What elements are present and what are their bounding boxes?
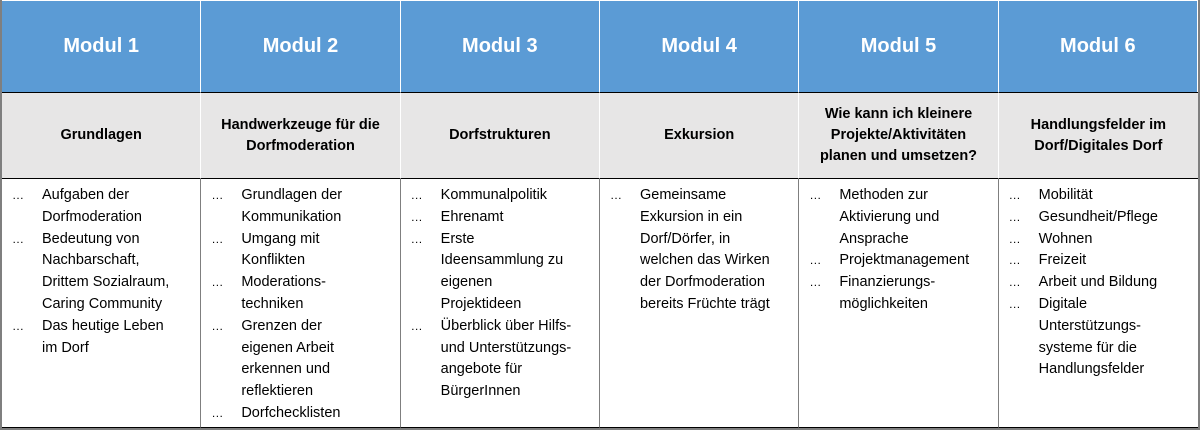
content-list (809, 185, 989, 316)
module-topic-text (449, 125, 551, 146)
list-item (1009, 272, 1190, 294)
content-list (1009, 185, 1190, 381)
list-item-line: Dorf/Dörfer, in (639, 230, 731, 247)
list-item-line: und Unterstützungs- (440, 339, 572, 356)
topic-line: Wie kann ich kleinere (824, 106, 973, 122)
topic-line: Exkursion (664, 127, 735, 143)
list-item-line: Das heutige Leben (42, 317, 164, 334)
list-item-line: eigenen Arbeit (241, 339, 335, 356)
list-item-line: eigenen (440, 274, 493, 291)
list-item (809, 185, 989, 250)
ellipsis-bullet-icon: … (410, 188, 422, 202)
module-header: Modul 1 (2, 0, 201, 92)
list-item-line: Mobilität (1038, 187, 1093, 203)
ellipsis-bullet-icon: … (1008, 275, 1020, 290)
list-item-line: Dorfchecklisten (241, 404, 341, 421)
ellipsis-bullet-icon: … (12, 231, 23, 246)
list-item (610, 185, 790, 316)
list-item-line: Methoden zur (839, 187, 928, 203)
module-topic (2, 92, 201, 179)
list-item-line: Handlungsfelder (1038, 361, 1145, 378)
list-item-line: Ehrenamt (440, 208, 504, 225)
module-grid (2, 0, 1198, 428)
list-item (411, 316, 591, 403)
list-item-line: der Dorfmoderation (639, 274, 765, 291)
topic-line: Handwerkzeuge für die (221, 116, 380, 133)
list-item-line: Kommunalpolitik (440, 187, 548, 203)
list-item-line: Exkursion in ein (639, 208, 743, 225)
list-item-line: Gesundheit/Pflege (1038, 208, 1158, 225)
list-item (411, 207, 591, 229)
list-item (211, 272, 391, 316)
module-content (600, 179, 799, 428)
list-item-line: im Dorf (42, 339, 89, 356)
ellipsis-bullet-icon: … (1008, 231, 1020, 246)
list-item (411, 185, 591, 207)
module-topic (201, 92, 400, 179)
list-item-line: Grundlagen der (241, 187, 343, 203)
list-item-line: Grenzen der (241, 317, 322, 334)
ellipsis-bullet-icon: … (809, 275, 821, 290)
list-item-line: techniken (241, 295, 304, 312)
list-item-line: bereits Früchte trägt (639, 295, 770, 312)
list-item (12, 229, 192, 316)
module-topic (600, 92, 799, 179)
list-item-line: reflektieren (241, 383, 314, 400)
list-item-line: Unterstützungs- (1038, 317, 1142, 334)
list-item-line: BürgerInnen (440, 383, 521, 400)
topic-line: Dorf/Digitales Dorf (1034, 137, 1163, 154)
module-content (201, 179, 400, 428)
list-item-line: Finanzierungs- (839, 274, 936, 291)
list-item-line: Überblick über Hilfs- (440, 317, 572, 334)
topic-line: Dorfstrukturen (449, 127, 551, 143)
content-list (12, 185, 192, 359)
module-topic (799, 92, 998, 179)
topic-line: planen und umsetzen? (819, 148, 978, 164)
ellipsis-bullet-icon: … (12, 188, 23, 202)
module-topic (999, 92, 1198, 179)
content-list (610, 185, 790, 316)
ellipsis-bullet-icon: … (1008, 296, 1020, 311)
module-header: Modul 3 (401, 0, 600, 92)
list-item-line: Kommunikation (241, 208, 342, 225)
list-item-line: Erste (440, 230, 475, 247)
ellipsis-bullet-icon: … (211, 188, 223, 202)
module-topic-text (1031, 115, 1166, 157)
list-item (211, 185, 391, 229)
content-list (411, 185, 591, 403)
list-item-line: möglichkeiten (839, 295, 928, 312)
list-item-line: Moderations- (241, 274, 326, 291)
list-item-line: Arbeit und Bildung (1038, 274, 1158, 291)
ellipsis-bullet-icon: … (410, 209, 422, 224)
list-item (1009, 185, 1190, 207)
ellipsis-bullet-icon: … (410, 231, 422, 246)
module-header: Modul 4 (600, 0, 799, 92)
module-header: Modul 6 (999, 0, 1198, 92)
list-item-line: Wohnen (1038, 230, 1093, 247)
ellipsis-bullet-icon: … (12, 318, 23, 333)
list-item-line: Aufgaben der (42, 187, 130, 203)
list-item-line: Projektideen (440, 295, 522, 312)
list-item (12, 316, 192, 360)
module-topic (401, 92, 600, 179)
list-item-line: erkennen und (241, 361, 331, 378)
list-item (1009, 294, 1190, 381)
topic-line: Projekte/Aktivitäten (830, 127, 967, 143)
ellipsis-bullet-icon: … (211, 275, 223, 290)
list-item-line: welchen das Wirken (639, 252, 770, 269)
ellipsis-bullet-icon: … (809, 188, 821, 202)
ellipsis-bullet-icon: … (1008, 253, 1020, 268)
list-item (211, 229, 391, 273)
list-item-line: Ansprache (839, 230, 909, 247)
ellipsis-bullet-icon: … (211, 231, 223, 246)
list-item (211, 403, 391, 425)
list-item (809, 250, 989, 272)
list-item-line: Projektmanagement (839, 252, 970, 269)
ellipsis-bullet-icon: … (1008, 188, 1020, 202)
module-content (401, 179, 600, 428)
ellipsis-bullet-icon: … (609, 188, 621, 202)
module-topic-text (664, 125, 734, 146)
list-item-line: angebote für (440, 361, 523, 378)
list-item-line: Dorfmoderation (42, 208, 142, 225)
list-item (12, 185, 192, 229)
topic-line: Handlungsfelder im (1030, 116, 1166, 133)
module-topic-text (221, 115, 380, 157)
list-item-line: Freizeit (1038, 252, 1087, 269)
list-item (809, 272, 989, 316)
content-list (211, 185, 391, 425)
list-item-line: Caring Community (42, 295, 163, 312)
module-topic-text (820, 104, 977, 167)
list-item-line: Konflikten (241, 252, 306, 269)
ellipsis-bullet-icon: … (809, 253, 821, 268)
ellipsis-bullet-icon: … (211, 318, 223, 333)
module-content (799, 179, 998, 428)
list-item-line: Aktivierung und (839, 208, 940, 225)
list-item (1009, 207, 1190, 229)
module-header: Modul 2 (201, 0, 400, 92)
list-item (1009, 229, 1190, 251)
topic-line: Grundlagen (60, 127, 142, 143)
module-header: Modul 5 (799, 0, 998, 92)
ellipsis-bullet-icon: … (211, 405, 223, 420)
list-item (411, 229, 591, 316)
ellipsis-bullet-icon: … (1008, 209, 1020, 224)
module-content (2, 179, 201, 428)
list-item-line: Gemeinsame (639, 187, 727, 203)
list-item-line: Drittem Sozialraum, (42, 274, 170, 291)
list-item-line: Ideensammlung zu (440, 252, 564, 269)
list-item-line: Digitale (1038, 295, 1088, 312)
list-item-line: Umgang mit (241, 230, 320, 247)
topic-line: Dorfmoderation (246, 137, 355, 154)
module-content (999, 179, 1198, 428)
list-item (211, 316, 391, 403)
list-item-line: systeme für die (1038, 339, 1137, 356)
ellipsis-bullet-icon: … (410, 318, 422, 333)
list-item-line: Bedeutung von (42, 230, 140, 247)
module-topic-text (60, 125, 141, 146)
list-item-line: Nachbarschaft, (42, 252, 140, 269)
list-item (1009, 250, 1190, 272)
